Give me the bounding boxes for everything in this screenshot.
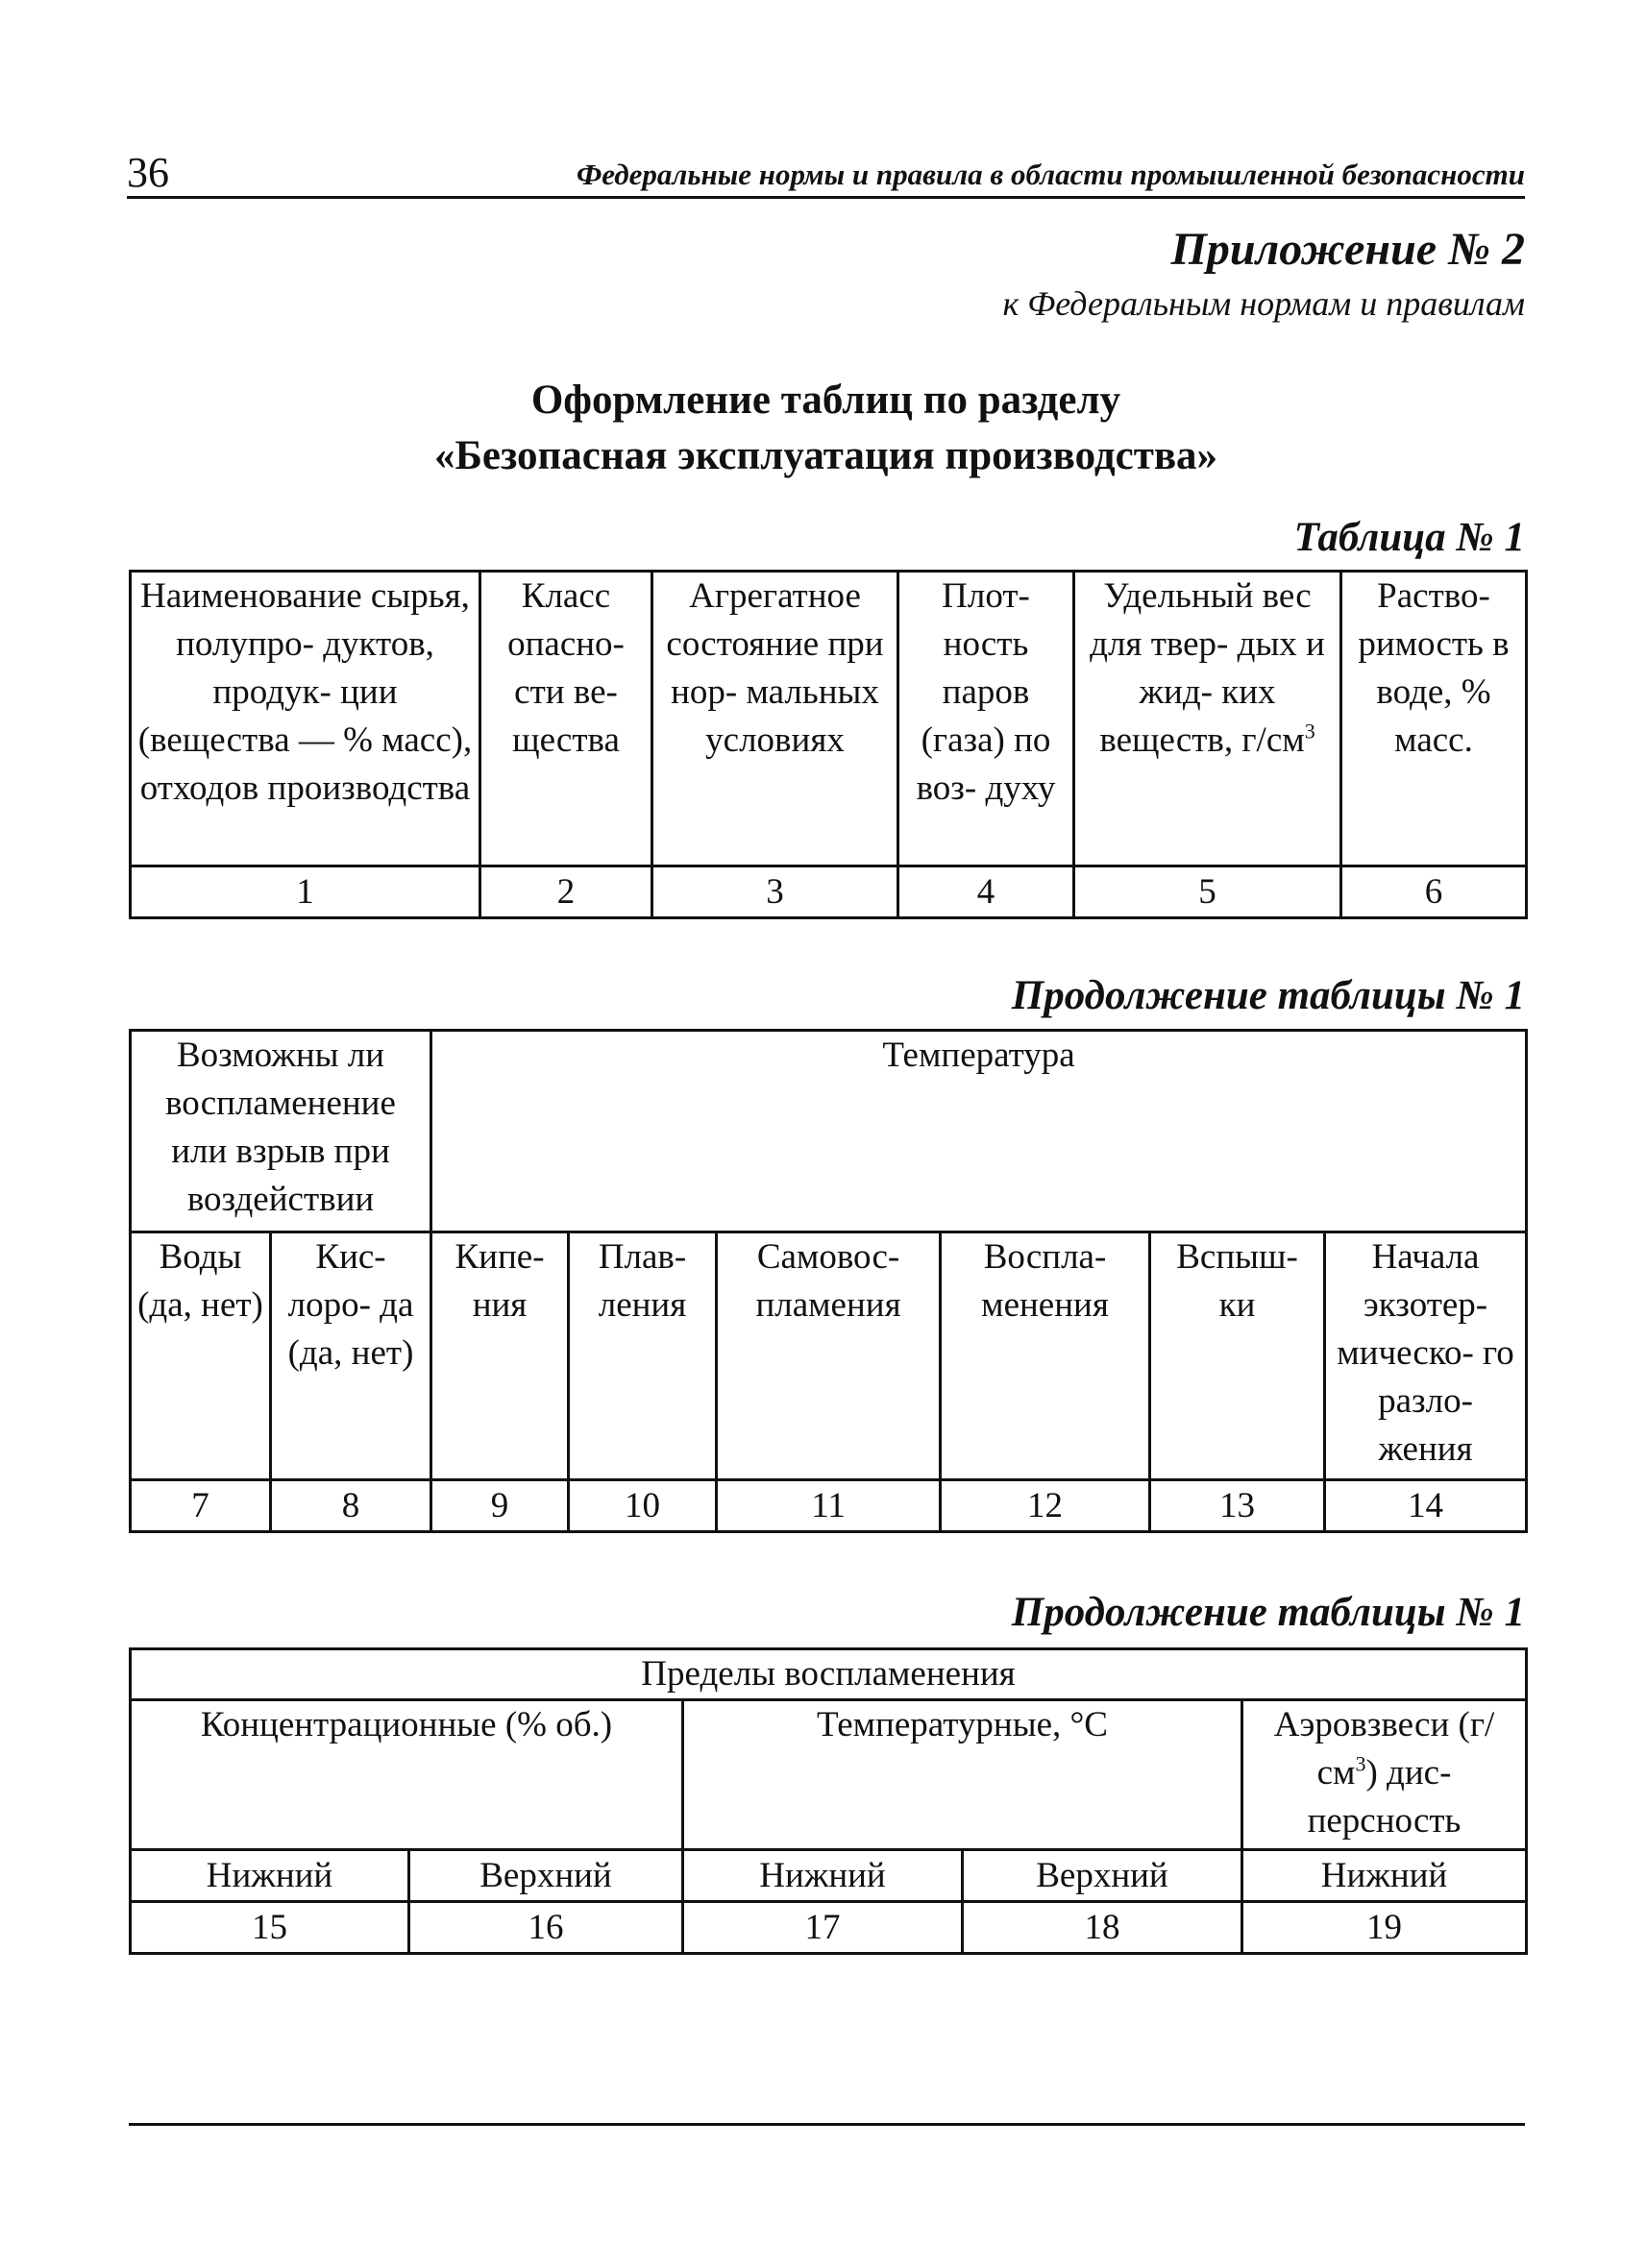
table-2-header-cell: Плав- ления: [569, 1232, 717, 1480]
table-1-header-cell: [1074, 572, 1341, 866]
column-number: 3: [652, 866, 898, 918]
table-1-caption: Таблица № 1: [1293, 515, 1525, 560]
column-number: 15: [131, 1902, 409, 1954]
table-2-header-cell: Начала экзотер- мическо- го разло- жения: [1325, 1232, 1527, 1480]
column-number: 19: [1242, 1902, 1527, 1954]
document-title-line-1: Оформление таблиц по разделу: [530, 378, 1121, 423]
page-number: 36: [127, 149, 169, 196]
temperature-header: Температура: [431, 1031, 1527, 1232]
column-number: 11: [717, 1480, 941, 1532]
table-2-header-cell: Вспыш- ки: [1150, 1232, 1325, 1480]
column-number: 14: [1325, 1480, 1527, 1532]
column-number: 18: [963, 1902, 1242, 1954]
appendix-title: Приложение № 2: [1170, 224, 1525, 275]
table-1-header-cell: Плот- ность паров (газа) по воз- духу: [898, 572, 1074, 866]
table-2-header-cell: Воспла- менения: [941, 1232, 1150, 1480]
appendix-subtitle: к Федеральным нормам и правилам: [1002, 284, 1525, 323]
table-2: [129, 1029, 1528, 1533]
column-number: 6: [1341, 866, 1527, 918]
running-title: Федеральные нормы и правила в области промышленной безопасности: [576, 158, 1525, 191]
column-number: 12: [941, 1480, 1150, 1532]
aerosuspension-label-end: ) дис- персность: [1307, 1753, 1462, 1841]
table-3-top-row: [131, 1649, 1527, 1700]
unit-superscript: 3: [1304, 719, 1315, 744]
column-number: 16: [409, 1902, 683, 1954]
table-2-header-row: [131, 1232, 1527, 1480]
table-2-number-row: [131, 1480, 1527, 1532]
table-2-caption: Продолжение таблицы № 1: [1011, 973, 1525, 1018]
table-1-header-cell: Класс опасно- сти ве- щества: [480, 572, 652, 866]
table-3-sub-header-cell: Нижний: [683, 1850, 963, 1902]
table-2-header-cell: Кипе- ния: [431, 1232, 569, 1480]
table-1-header-cell: Раство- римость в воде, % масс.: [1341, 572, 1527, 866]
column-number: 13: [1150, 1480, 1325, 1532]
column-number: 17: [683, 1902, 963, 1954]
footer-rule: [129, 2123, 1525, 2126]
aerosuspension-label: Аэровзвеси (г/см: [1273, 1705, 1495, 1792]
column-number: 10: [569, 1480, 717, 1532]
flammability-limits-header: Пределы воспламенения: [131, 1649, 1527, 1700]
page-header: [127, 144, 1525, 199]
temperature-limits-header: Температурные, °С: [683, 1700, 1242, 1850]
table-1-number-row: [131, 866, 1527, 918]
table-2-header-cell: Самовос- пламения: [717, 1232, 941, 1480]
table-3-sub-header-row: [131, 1850, 1527, 1902]
column-number: 5: [1074, 866, 1341, 918]
table-2-group-row: [131, 1031, 1527, 1232]
column-number: 2: [480, 866, 652, 918]
ignition-possibility-header: Возможны ли воспламенение или взрыв при воздействии: [131, 1031, 431, 1232]
table-1-header-cell: Наименование сырья, полупро- дуктов, продук- ции (вещества — % масс), отходов производства: [131, 572, 480, 866]
table-2-header-cell: Кис- лоро- да (да, нет): [271, 1232, 431, 1480]
unit-superscript: 3: [1355, 1751, 1366, 1776]
column-number: 7: [131, 1480, 271, 1532]
table-3-caption: Продолжение таблицы № 1: [1011, 1590, 1525, 1635]
column-number: 8: [271, 1480, 431, 1532]
document-title: [127, 373, 1525, 484]
aerosuspension-header: [1242, 1700, 1527, 1850]
table-3-sub-header-cell: Нижний: [131, 1850, 409, 1902]
column-number: 4: [898, 866, 1074, 918]
table-2-header-cell: Воды (да, нет): [131, 1232, 271, 1480]
table-3-sub-header-cell: Верхний: [409, 1850, 683, 1902]
concentration-limits-header: Концентрационные (% об.): [131, 1700, 683, 1850]
table-1-header-cell: Агрегатное состояние при нор- мальных условиях: [652, 572, 898, 866]
column-number: 9: [431, 1480, 569, 1532]
table-1-header-row: [131, 572, 1527, 866]
table-3-group-row: [131, 1700, 1527, 1850]
document-title-line-2: «Безопасная эксплуатация производства»: [433, 433, 1218, 478]
table-3-number-row: [131, 1902, 1527, 1954]
table-3-sub-header-cell: Верхний: [963, 1850, 1242, 1902]
column-number: 1: [131, 866, 480, 918]
table-1: [129, 570, 1528, 919]
specific-weight-label: Удельный вес для твер- дых и жид- ких веществ, г/см: [1090, 576, 1325, 760]
table-3-sub-header-cell: Нижний: [1242, 1850, 1527, 1902]
table-3: [129, 1647, 1528, 1955]
